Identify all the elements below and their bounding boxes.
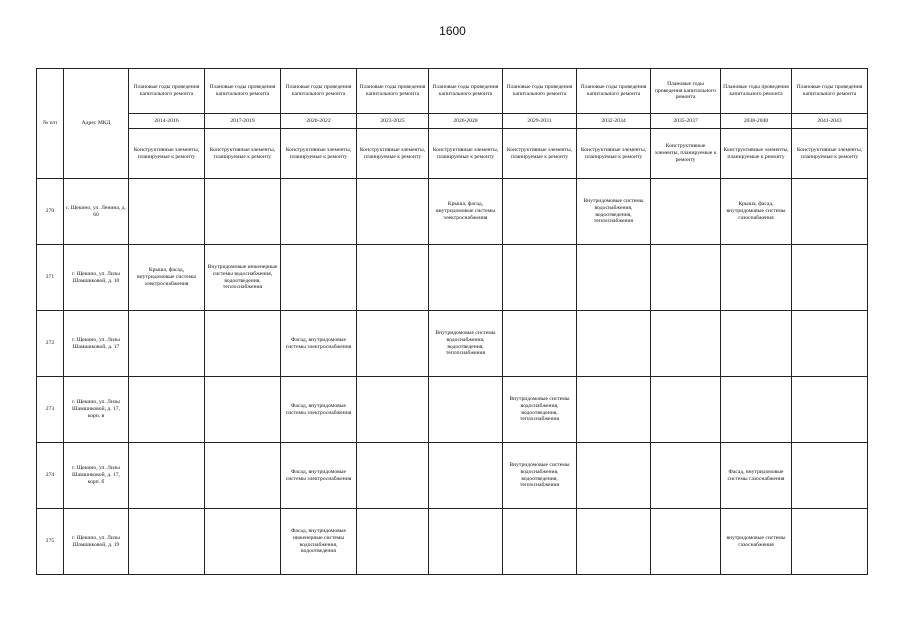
period-years: 2017-2019	[205, 114, 281, 129]
period-cell	[129, 509, 205, 575]
period-cell: Внутридомовые системы водоснабжения, водоотведения, теплоснабжения	[429, 311, 503, 377]
period-cell	[429, 245, 503, 311]
period-cell	[651, 377, 721, 443]
period-cell	[205, 179, 281, 245]
period-years: 2026-2028	[429, 114, 503, 129]
table-body	[37, 179, 868, 575]
period-cell: Крыша, фасад, внутридомовые системы электроснабжения	[129, 245, 205, 311]
period-cell	[503, 245, 577, 311]
period-years: 2020-2022	[281, 114, 357, 129]
period-cell	[721, 311, 792, 377]
row-address: г. Щекино, ул. Лизы Шамшиковой, д. 10	[64, 245, 129, 311]
period-title: Плановые годы проведения капитального ремонта	[792, 69, 868, 114]
period-cell	[357, 245, 429, 311]
header-row-periods	[37, 114, 868, 129]
period-title: Плановые годы проведения капитального ремонта	[129, 69, 205, 114]
period-cell	[721, 377, 792, 443]
period-cell: Внутридомовые системы водоснабжения, водоотведения, теплоснабжения	[577, 179, 651, 245]
page-number: 1600	[439, 24, 466, 38]
period-cell	[357, 179, 429, 245]
row-number: 271	[37, 245, 64, 311]
period-cell	[205, 377, 281, 443]
period-title: Плановые годы проведения капитального ремонта	[721, 69, 792, 114]
row-address: г. Щекино, ул. Ленина, д. 60	[64, 179, 129, 245]
period-cell	[429, 509, 503, 575]
period-cell: Крыша, фасад, внутридомовые системы электроснабжения	[429, 179, 503, 245]
period-title: Плановые годы проведения капитального ремонта	[651, 69, 721, 114]
period-cell	[792, 443, 868, 509]
elements-subheader: Конструктивные элементы, планируемые к ремонту	[357, 129, 429, 179]
period-cell	[651, 179, 721, 245]
period-title: Плановые годы проведения капитального ремонта	[503, 69, 577, 114]
table-row	[37, 443, 868, 509]
period-cell	[205, 509, 281, 575]
period-cell	[651, 311, 721, 377]
period-cell	[357, 443, 429, 509]
period-cell: Внутридомовые системы водоснабжения, водоотведения, теплоснабжения	[503, 443, 577, 509]
row-number: 275	[37, 509, 64, 575]
period-years: 2023-2025	[357, 114, 429, 129]
row-number: 272	[37, 311, 64, 377]
period-cell	[651, 245, 721, 311]
period-cell	[792, 245, 868, 311]
row-address: г. Щекино, ул. Лизы Шамшиковой, д. 19	[64, 509, 129, 575]
period-title: Плановые годы проведения капитального ремонта	[205, 69, 281, 114]
elements-subheader: Конструктивные элементы, планируемые к ремонту	[721, 129, 792, 179]
period-cell	[503, 179, 577, 245]
period-cell: Внутридомовые системы водоснабжения, водоотведения, теплоснабжения	[503, 377, 577, 443]
table-row	[37, 377, 868, 443]
row-number: 273	[37, 377, 64, 443]
period-cell	[792, 377, 868, 443]
row-number: 270	[37, 179, 64, 245]
row-address: г. Щекино, ул. Лизы Шамшиковой, д. 17, корп. б	[64, 443, 129, 509]
period-cell	[792, 509, 868, 575]
table-row	[37, 311, 868, 377]
column-header-number: № п/п	[37, 69, 64, 179]
capital-repair-table	[36, 68, 868, 575]
period-cell: внутридомовые системы газоснабжения	[721, 509, 792, 575]
row-address: г. Щекино, ул. Лизы Шамшиковой, д. 17	[64, 311, 129, 377]
table-row	[37, 509, 868, 575]
period-cell	[129, 443, 205, 509]
period-cell	[503, 509, 577, 575]
period-cell	[721, 245, 792, 311]
period-cell: Фасад, внутридомовые системы газоснабжения	[721, 443, 792, 509]
period-cell: Фасад, внутридомовые инженерные системы водоснабжения, водоотведения	[281, 509, 357, 575]
column-header-address: Адрес МКД	[64, 69, 129, 179]
period-cell: Фасад, внутридомовые системы электроснабжения	[281, 443, 357, 509]
elements-subheader: Конструктивные элементы, планируемые к ремонту	[429, 129, 503, 179]
period-title: Плановые годы проведения капитального ремонта	[577, 69, 651, 114]
elements-subheader: Конструктивные элементы, планируемые к ремонту	[205, 129, 281, 179]
table-row	[37, 245, 868, 311]
row-address: г. Щекино, ул. Лизы Шамшиковой, д. 17, корп. в	[64, 377, 129, 443]
period-years: 2029-2031	[503, 114, 577, 129]
period-cell	[577, 311, 651, 377]
period-cell: Фасад, внутридомовые системы электроснабжения	[281, 377, 357, 443]
row-number: 274	[37, 443, 64, 509]
elements-subheader: Конструктивные элементы, планируемые к ремонту	[792, 129, 868, 179]
header-row-titles	[37, 69, 868, 114]
period-cell	[357, 377, 429, 443]
period-cell	[577, 245, 651, 311]
header-row-subheaders	[37, 129, 868, 179]
period-cell	[429, 377, 503, 443]
period-cell	[357, 311, 429, 377]
period-title: Плановые годы проведения капитального ремонта	[281, 69, 357, 114]
period-cell	[792, 179, 868, 245]
period-years: 2041-2043	[792, 114, 868, 129]
period-cell	[429, 443, 503, 509]
period-cell	[205, 443, 281, 509]
elements-subheader: Конструктивные элементы, планируемые к ремонту	[503, 129, 577, 179]
period-years: 2014-2016	[129, 114, 205, 129]
period-cell	[651, 509, 721, 575]
table-row	[37, 179, 868, 245]
period-cell	[792, 311, 868, 377]
period-cell	[577, 443, 651, 509]
period-title: Плановые годы проведения капитального ремонта	[357, 69, 429, 114]
period-title: Плановые годы проведения капитального ремонта	[429, 69, 503, 114]
period-cell	[129, 311, 205, 377]
period-cell	[129, 179, 205, 245]
period-cell	[357, 509, 429, 575]
period-years: 2038-2040	[721, 114, 792, 129]
elements-subheader: Конструктивные элементы, планируемые к ремонту	[577, 129, 651, 179]
period-cell	[281, 245, 357, 311]
period-cell	[577, 377, 651, 443]
period-cell	[577, 509, 651, 575]
period-years: 2035-2037	[651, 114, 721, 129]
period-years: 2032-2034	[577, 114, 651, 129]
period-cell	[129, 377, 205, 443]
elements-subheader: Конструктивные элементы, планируемые к ремонту	[281, 129, 357, 179]
period-cell	[651, 443, 721, 509]
period-cell	[281, 179, 357, 245]
period-cell	[205, 311, 281, 377]
period-cell	[503, 311, 577, 377]
period-cell: Крыша, фасад, внутридомовые системы газоснабжения	[721, 179, 792, 245]
period-cell: Внутридомовые инженерные системы водоснабжения, водоотведения, теплоснабжения	[205, 245, 281, 311]
period-cell: Фасад, внутридомовые системы электроснабжения	[281, 311, 357, 377]
elements-subheader: Конструктивные элементы, планируемые к ремонту	[129, 129, 205, 179]
elements-subheader: Конструктивные элементы, планируемые к ремонту	[651, 129, 721, 179]
